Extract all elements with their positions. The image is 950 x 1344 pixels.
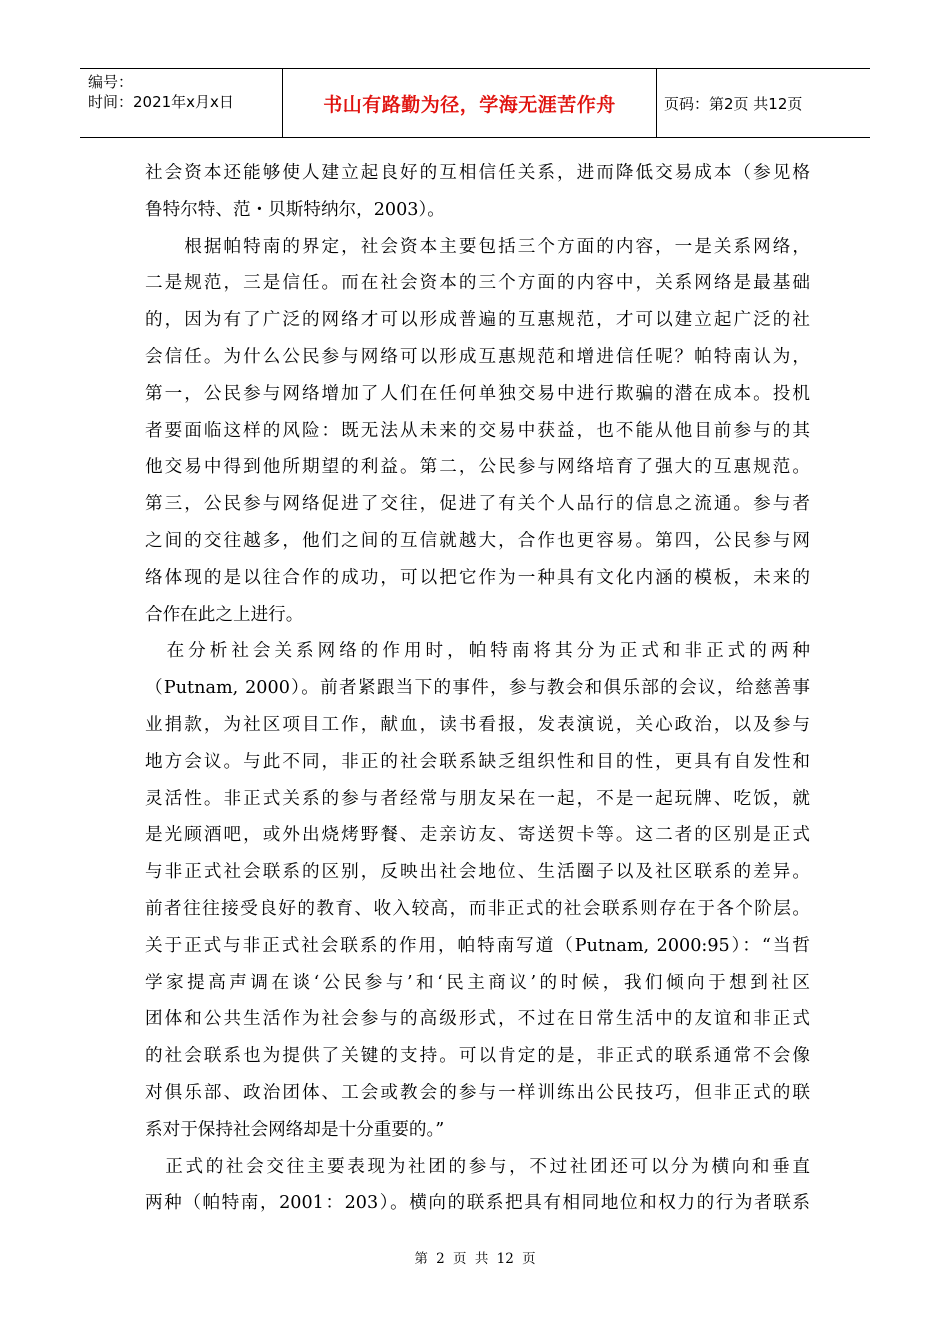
body-line: （Putnam, 2000）。前者紧跟当下的事件，参与教会和俱乐部的会议，给慈善事 [145,678,810,699]
body-line: 学家提高声调在谈‘公民参与’和‘民主商议’的时候，我们倾向于想到社区 [145,972,810,993]
body-line: 对俱乐部、政治团体、工会或教会的参与一样训练出公民技巧，但非正式的联 [145,1082,810,1103]
body-line: 在分析社会关系网络的作用时，帕特南将其分为正式和非正式的两种 [145,641,810,662]
body-line: 二是规范，三是信任。而在社会资本的三个方面的内容中，关系网络是最基础 [145,273,810,294]
body-line: 之间的交往越多，他们之间的互信就越大，合作也更容易。第四，公民参与网 [145,530,810,551]
header-page-cell [657,69,870,137]
body-line: 前者往往接受良好的教育、收入较高，而非正式的社会联系则存在于各个阶层。 [145,898,810,919]
body-line: 根据帕特南的界定，社会资本主要包括三个方面的内容，一是关系网络， [145,236,810,257]
body-line: 系对于保持社会网络却是十分重要的。” [145,1119,445,1140]
header-meta-cell [80,69,283,137]
body-line: 合作在此之上进行。 [145,604,304,625]
body-text [145,155,810,1222]
body-line: 灵活性。非正式关系的参与者经常与朋友呆在一起，不是一起玩牌、吃饭，就 [145,788,810,809]
body-line: 两种（帕特南，2001：203）。横向的联系把具有相同地位和权力的行为者联系 [145,1193,810,1214]
body-line: 团体和公共生活作为社会参与的高级形式，不过在日常生活中的友谊和非正式 [145,1009,810,1030]
body-line: 与非正式社会联系的区别，反映出社会地位、生活圈子以及社区联系的差异。 [145,862,810,883]
body-line: 鲁特尔特、范・贝斯特纳尔，2003）。 [145,199,445,220]
page-indicator: 页码：第2页 共12页 [664,94,803,113]
body-line: 地方会议。与此不同，非正的社会联系缺乏组织性和目的性，更具有自发性和 [145,751,810,772]
header-motto-cell [283,69,657,137]
body-line: 业捐款，为社区项目工作，献血，读书看报，发表演说，关心政治，以及参与 [145,714,810,735]
body-line: 是光顾酒吧，或外出烧烤野餐、走亲访友、寄送贺卡等。这二者的区别是正式 [145,825,810,846]
body-line: 社会资本还能够使人建立起良好的互相信任关系，进而降低交易成本（参见格 [145,163,810,183]
header-table [80,68,870,138]
body-line: 第一，公民参与网络增加了人们在任何单独交易中进行欺骗的潜在成本。投机 [145,383,810,404]
date-label: 时间：2021年x月x日 [88,93,234,111]
body-line: 正式的社会交往主要表现为社团的参与，不过社团还可以分为横向和垂直 [145,1156,810,1177]
page-footer: 第 2 页 共 12 页 [414,1251,536,1267]
body-line: 络体现的是以往合作的成功，可以把它作为一种具有文化内涵的模板，未来的 [145,567,810,588]
body-line: 第三，公民参与网络促进了交往，促进了有关个人品行的信息之流通。参与者 [145,494,810,515]
body-line: 者要面临这样的风险：既无法从未来的交易中获益，也不能从他目前参与的其 [145,420,810,441]
body-line: 关于正式与非正式社会联系的作用，帕特南写道（Putnam, 2000:95）：“当哲 [145,935,810,956]
body-line: 他交易中得到他所期望的利益。第二，公民参与网络培育了强大的互惠规范。 [145,457,810,478]
motto-text: 书山有路勤为径，学海无涯苦作舟 [323,93,616,116]
body-line: 的，因为有了广泛的网络才可以形成普遍的互惠规范，才可以建立起广泛的社 [145,310,810,331]
doc-number-label: 编号： [88,73,134,91]
body-line: 的社会联系也为提供了关键的支持。可以肯定的是，非正式的联系通常不会像 [145,1046,810,1067]
body-line: 会信任。为什么公民参与网络可以形成互惠规范和增进信任呢？帕特南认为， [145,346,810,367]
